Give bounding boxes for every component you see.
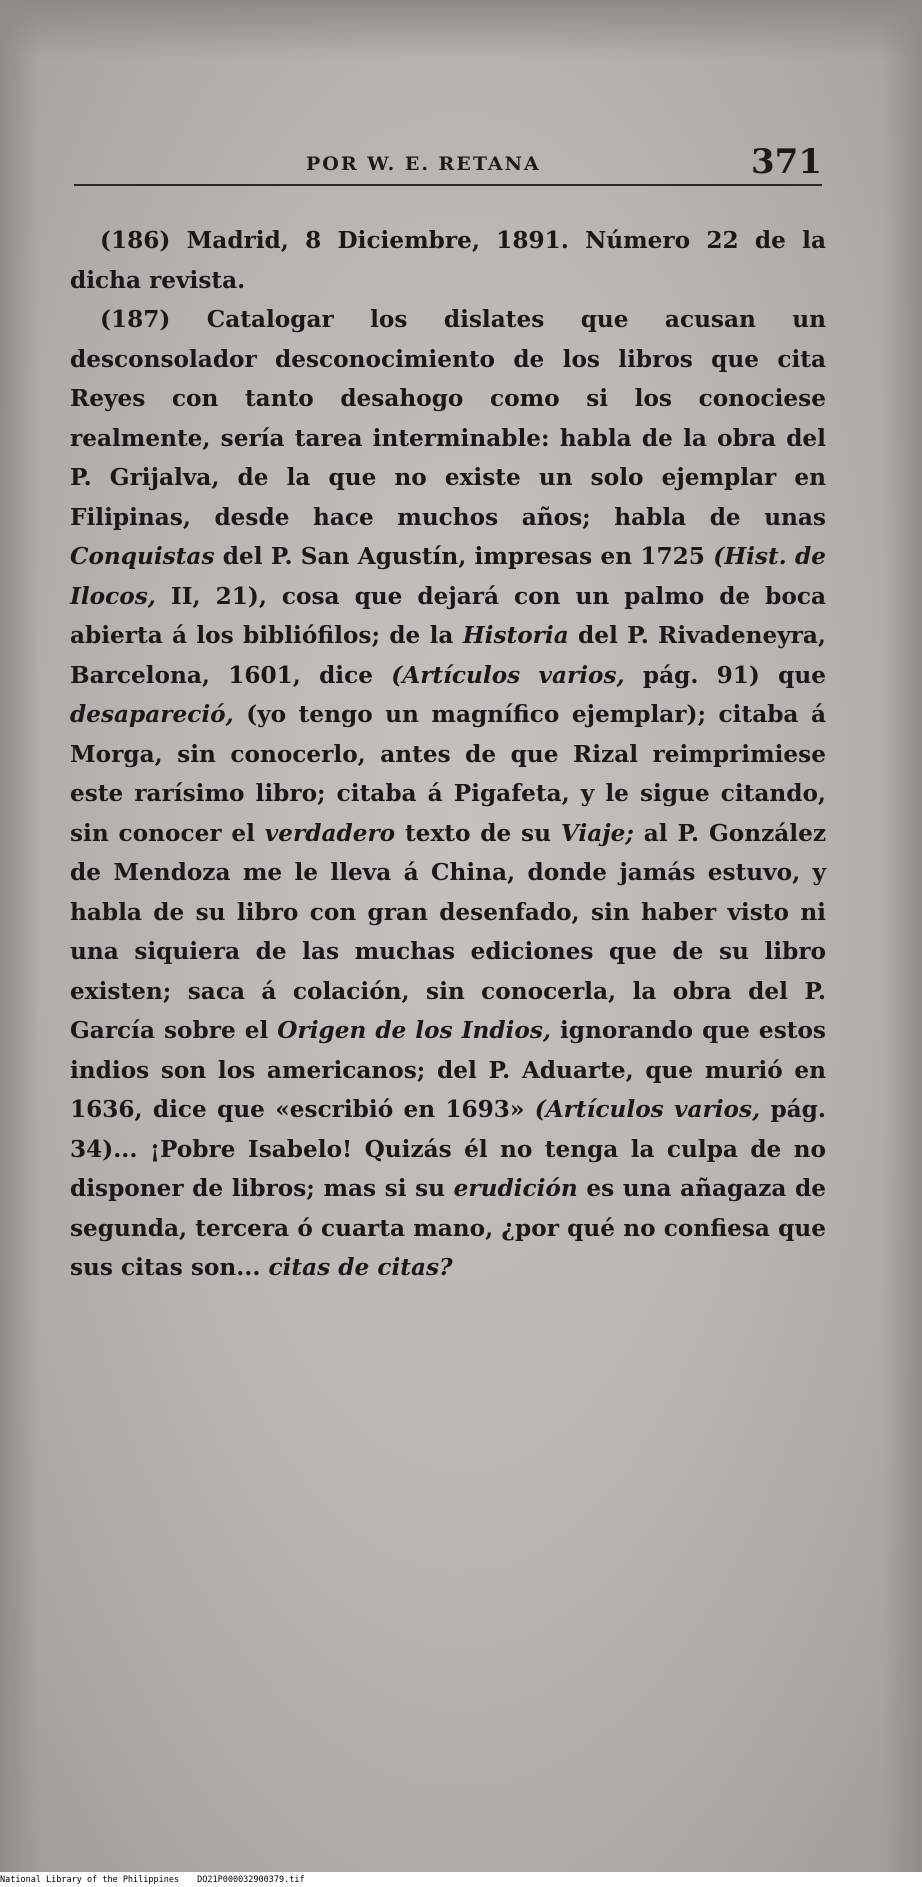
citation-articulos-varios: (Artículos varios,: [391, 661, 625, 689]
emphasis-citas-de-citas: citas de citas?: [268, 1254, 453, 1281]
footnote-text: al P. González de Mendoza me le lleva á China, donde jamás estuvo, y habla de su libro con gran desenfado, sin haber visto ni una siquiera de las muchas ediciones que de su libro existen; saca á colación, sin conocerla, la obra del P. García sobre el: [70, 819, 826, 1044]
citation-hist-ilocos: (Hist. de Ilocos,: [70, 543, 826, 610]
footnote-text: Catalogar los dislates que acusan un desconsolador desconocimiento de los libros que cita Reyes con tanto desahogo como si los conociese realmente, sería tarea interminable: habla de la obra del P. Grijalva, de la que no existe un solo ejemplar en Filipinas, desde hace muchos años; habla de unas: [70, 306, 826, 531]
footnote-text: pág. 91) que: [624, 661, 826, 689]
title-historia: Historia: [462, 622, 569, 649]
footnote-text: del P. San Agustín, impresas en 1725: [214, 543, 714, 570]
page-number: 371: [751, 142, 822, 182]
footnote-text: pág. 34)... ¡Pobre Isabelo! Quizás él no tenga la culpa de no disponer de libros; mas si su: [70, 1096, 826, 1202]
scan-footer: [0, 1874, 922, 1887]
footnote-text: texto de su: [395, 819, 561, 847]
running-head-title: POR W. E. RETANA: [306, 153, 541, 175]
footnote-text: II, 21), cosa que dejará con un palmo de boca abierta á los bibliófilos; de la: [70, 582, 826, 649]
footnote-text: (yo tengo un magnífico ejemplar); citaba á Morga, sin conocerlo, antes de que Rizal reimprimiese este rarísimo libro; citaba á Pigafeta, y le sigue citando, sin conocer el: [70, 701, 826, 847]
emphasis-desaparecio: desapareció,: [70, 701, 234, 728]
page-shadow-left: [0, 0, 40, 1872]
emphasis-erudicion: erudición: [453, 1175, 578, 1202]
page-shadow-right: [882, 0, 922, 1872]
footnote-187: [70, 300, 826, 1288]
footnote-text: del P. Rivadeneyra, Barcelona, 1601, dice: [70, 622, 826, 689]
citation-articulos-varios: (Artículos varios,: [534, 1096, 761, 1123]
footnote-marker: (186): [100, 227, 171, 254]
header-rule: [74, 184, 822, 186]
footnote-text: ignorando que estos indios son los americanos; del P. Aduarte, que murió en 1636, dice que «escribió en 1693»: [70, 1017, 826, 1123]
page-shadow-top: [0, 0, 922, 60]
footnote-marker: (187): [100, 306, 171, 333]
title-conquistas: Conquistas: [70, 543, 215, 570]
title-origen-indios: Origen de los Indios,: [277, 1017, 551, 1044]
footer-institution: National Library of the Philippines: [0, 1875, 180, 1885]
title-viaje: Viaje;: [560, 819, 634, 847]
footnotes-block: [70, 221, 826, 1288]
footnote-text: Madrid, 8 Diciembre, 1891. Número 22 de la dicha revista.: [70, 227, 826, 294]
footnote-text: es una añagaza de segunda, tercera ó cuarta mano, ¿por qué no confiesa que sus citas son...: [70, 1175, 826, 1281]
footnote-186: [70, 221, 826, 300]
emphasis-verdadero: verdadero: [264, 819, 396, 847]
footer-file-id: DO21P000032900379.tif: [197, 1875, 305, 1885]
running-head: [74, 140, 822, 190]
